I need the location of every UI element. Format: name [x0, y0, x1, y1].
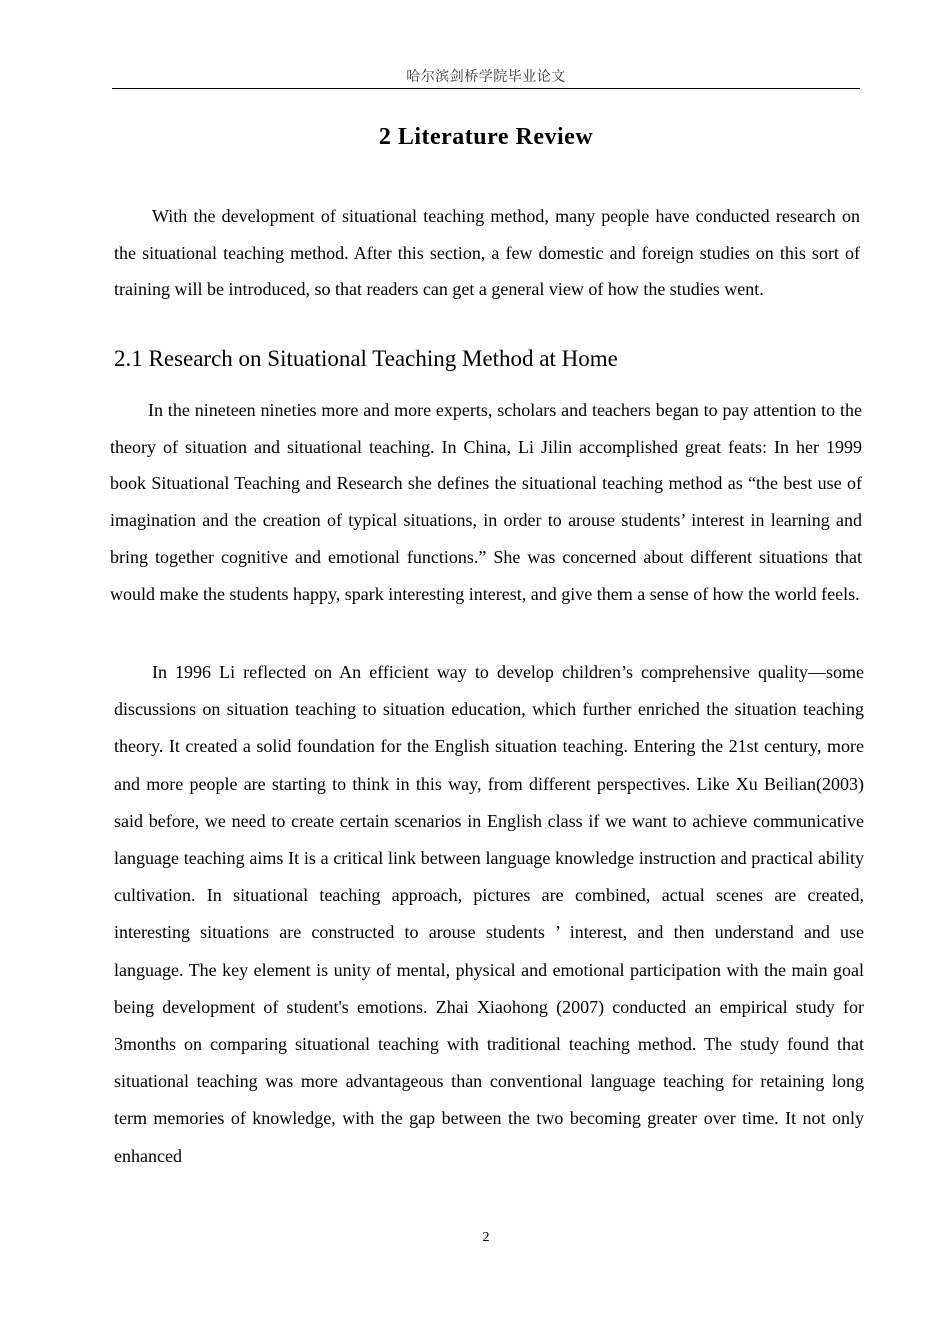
page-number: 2 [482, 1230, 490, 1245]
body-paragraph-1: In the nineteen nineties more and more experts, scholars and teachers began to pay attention to the theory of situation and situational teaching. In China, Li Jilin accomplished great feats: In her 1999 book Situational Teaching and Research she defines the situational teaching method as “the best use of imagination and the creation of typical situations, in order to arouse students’ interest in learning and bring together cognitive and emotional functions.” She was concerned about different situations that would make the students happy, spark interesting interest, and give them a sense of how the world feels. [110, 400, 862, 604]
header-rule [112, 88, 860, 89]
intro-paragraph: With the development of situational teaching method, many people have conducted research on the situational teaching method. After this section, a few domestic and foreign studies on this sort of training will be introduced, so that readers can get a general view of how the studies went. [114, 206, 860, 299]
running-header: 哈尔滨剑桥学院毕业论文 [406, 69, 566, 85]
chapter-title: 2 Literature Review [378, 124, 594, 150]
body-paragraph-2: In 1996 Li reflected on An efficient way to develop children’s comprehensive quality—some discussions on situation teaching to situation education, which further enriched the situation teaching theory. It created a solid foundation for the English situation teaching. Entering the 21st century, more and more people are starting to think in this way, from different perspectives. Like Xu Beilian(2003) said before, we need to create certain scenarios in English class if we want to achieve communicative language teaching aims It is a critical link between language knowledge instruction and practical ability cultivation. In situational teaching approach, pictures are combined, actual scenes are created, interesting situations are constructed to arouse students ’ interest, and then understand and use language. The key element is unity of mental, physical and emotional participation with the main goal being development of student's emotions. Zhai Xiaohong (2007) conducted an empirical study for 3months on comparing situational teaching with traditional teaching method. The study found that situational teaching was more advantageous than conventional language teaching for retaining long term memories of knowledge, with the gap between the two becoming greater over time. It not only enhanced [114, 662, 864, 1166]
section-heading: 2.1 Research on Situational Teaching Method at Home [114, 346, 618, 371]
